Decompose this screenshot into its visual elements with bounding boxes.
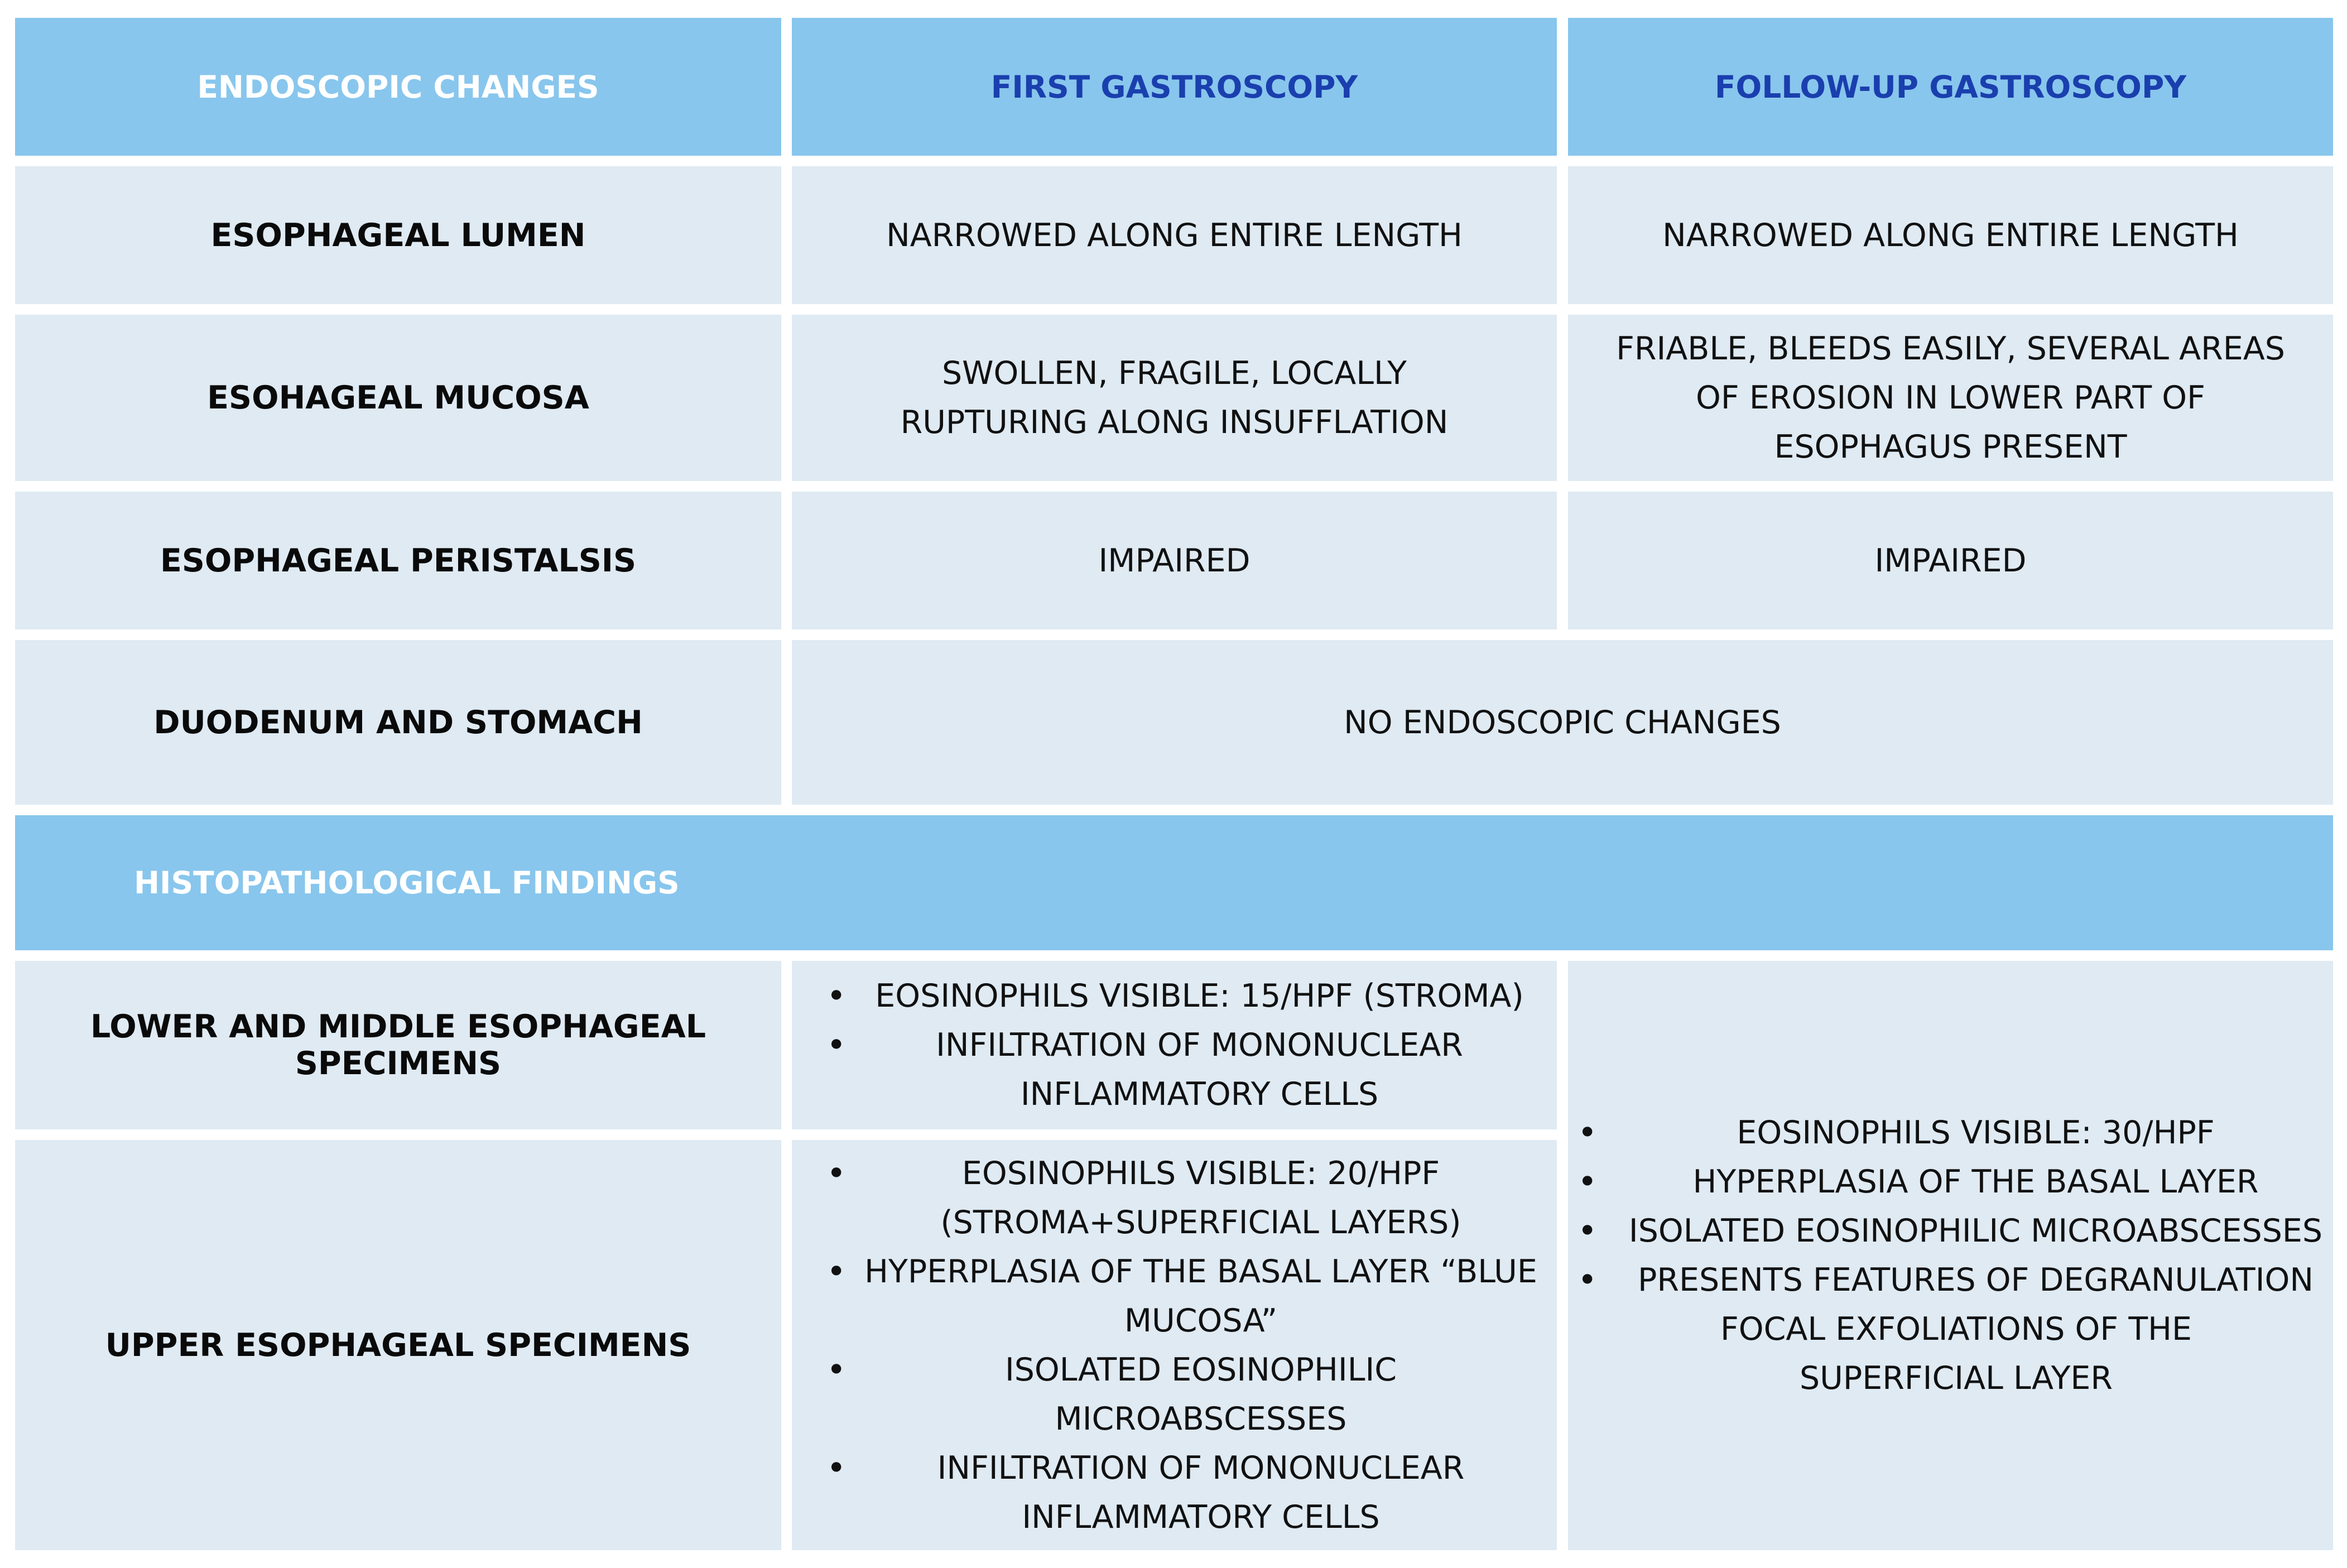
finding-item: • INFILTRATION OF MONONUCLEAR INFLAMMATORY CELLS: [859, 1444, 1543, 1542]
followup-esophageal-peristalsis: IMPAIRED: [1568, 492, 2333, 629]
row-label-upper-specimens: UPPER ESOPHAGEAL SPECIMENS: [15, 1140, 781, 1550]
row-label-esophageal-mucosa: ESOHAGEAL MUCOSA: [15, 315, 781, 481]
first-esophageal-peristalsis: IMPAIRED: [792, 492, 1557, 629]
row-label-esophageal-lumen: ESOPHAGEAL LUMEN: [15, 166, 781, 304]
row-label-duodenum-stomach: DUODENUM AND STOMACH: [15, 640, 781, 805]
section-histopathological-findings: HISTOPATHOLOGICAL FINDINGS: [15, 815, 2333, 950]
finding-item: • INFILTRATION OF MONONUCLEAR INFLAMMATORY CELLS: [859, 1021, 1540, 1119]
finding-item: • HYPERPLASIA OF THE BASAL LAYER “BLUE MUCOSA”: [859, 1247, 1543, 1345]
followup-esophageal-mucosa: FRIABLE, BLEEDS EASILY, SEVERAL AREAS OF EROSION IN LOWER PART OF ESOPHAGUS PRESENT: [1568, 315, 2333, 481]
finding-item: • EOSINOPHILS VISIBLE: 30/HPF: [1610, 1108, 2341, 1157]
findings-list: [1571, 1108, 2341, 1305]
finding-item: • ISOLATED EOSINOPHILIC MICROABSCESSES: [1610, 1206, 2341, 1256]
finding-extra: FOCAL EXFOLIATIONS OF THE SUPERFICIAL LAYER: [1720, 1311, 2192, 1397]
header-first-gastroscopy: FIRST GASTROSCOPY: [792, 18, 1557, 156]
first-esophageal-mucosa: SWOLLEN, FRAGILE, LOCALLY RUPTURING ALONG INSUFFLATION: [792, 315, 1557, 481]
finding-item: • EOSINOPHILS VISIBLE: 15/HPF (STROMA): [859, 971, 1540, 1021]
finding-item: • EOSINOPHILS VISIBLE: 20/HPF (STROMA+SUPERFICIAL LAYERS): [859, 1149, 1543, 1247]
followup-histo-findings: [1568, 961, 2333, 1550]
first-lower-middle-findings: [792, 961, 1557, 1129]
header-followup-gastroscopy: FOLLOW-UP GASTROSCOPY: [1568, 18, 2333, 156]
finding-item: • PRESENTS FEATURES OF DEGRANULATION: [1610, 1256, 2341, 1305]
findings-list: [820, 1149, 1543, 1542]
finding-item: • HYPERPLASIA OF THE BASAL LAYER: [1610, 1157, 2341, 1206]
row-label-esophageal-peristalsis: ESOPHAGEAL PERISTALSIS: [15, 492, 781, 629]
finding-item: • ISOLATED EOSINOPHILIC MICROABSCESSES: [859, 1345, 1543, 1444]
header-endoscopic-changes: ENDOSCOPIC CHANGES: [15, 18, 781, 156]
findings-list: [820, 971, 1540, 1119]
followup-esophageal-lumen: NARROWED ALONG ENTIRE LENGTH: [1568, 166, 2333, 304]
first-esophageal-lumen: NARROWED ALONG ENTIRE LENGTH: [792, 166, 1557, 304]
first-upper-findings: [792, 1140, 1557, 1550]
combined-duodenum-stomach: NO ENDOSCOPIC CHANGES: [792, 640, 2333, 805]
row-label-lower-middle-specimens: LOWER AND MIDDLE ESOPHAGEAL SPECIMENS: [15, 961, 781, 1129]
